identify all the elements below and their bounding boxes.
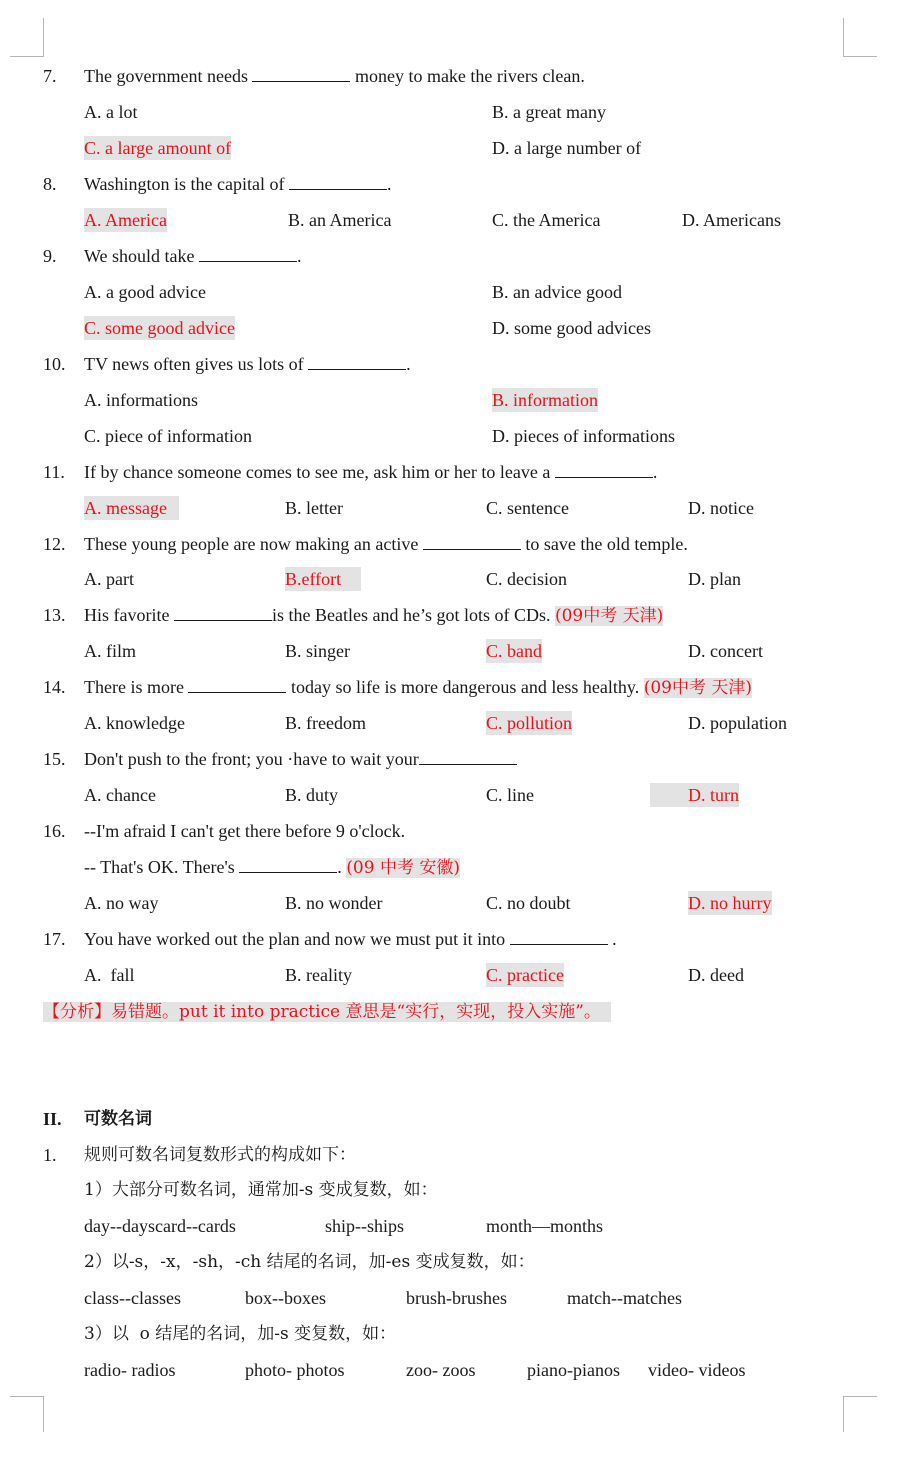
crop-mark-top-right-v xyxy=(843,18,844,56)
option-c: C. line xyxy=(486,785,534,805)
section-2-item-1 xyxy=(0,1143,898,1167)
option-d: D. population xyxy=(688,713,787,733)
option-b: B. freedom xyxy=(285,713,366,733)
question-14 xyxy=(0,675,898,699)
option-b: B. no wonder xyxy=(285,893,383,913)
answer-blank xyxy=(423,532,521,550)
option-b: B. reality xyxy=(285,965,352,985)
question-number: 8. xyxy=(43,174,57,194)
example: month—months xyxy=(486,1216,604,1236)
source-note: (09中考 天津) xyxy=(554,606,664,626)
answer-blank xyxy=(252,64,350,82)
item-text: 规则可数名词复数形式的构成如下： xyxy=(84,1145,356,1165)
source-note: (09中考 天津) xyxy=(643,678,753,698)
answer-blank xyxy=(289,172,387,190)
options-row xyxy=(0,316,898,340)
section-title: 可数名词 xyxy=(84,1109,152,1129)
section-2-heading xyxy=(0,1107,898,1131)
question-number: 7. xyxy=(43,66,57,86)
question-stem: --I'm afraid I can't get there before 9 o'clock. xyxy=(84,821,406,841)
example: photo- photos xyxy=(245,1360,345,1380)
answer-blank xyxy=(555,460,653,478)
options-row xyxy=(0,783,898,807)
options-row xyxy=(0,208,898,232)
answer-blank xyxy=(308,352,406,370)
option-d: D. plan xyxy=(688,569,741,589)
option-c: C. decision xyxy=(486,569,567,589)
option-b-correct: B.effort xyxy=(285,567,361,591)
option-c-correct: C. practice xyxy=(486,965,564,985)
option-b: B. an America xyxy=(288,210,392,230)
options-row xyxy=(0,496,898,520)
crop-mark-bottom-left-v xyxy=(43,1396,44,1432)
question-stem-2: -- That's OK. There's . (09 中考 安徽) xyxy=(84,857,461,878)
rule-text: 1）大部分可数名词，通常加-s 变成复数，如： xyxy=(84,1180,438,1200)
example: class--classes xyxy=(84,1288,181,1308)
crop-mark-top-left-v xyxy=(43,18,44,56)
question-number: 12. xyxy=(43,534,66,554)
example: zoo- zoos xyxy=(406,1360,476,1380)
rule-2 xyxy=(0,1250,898,1274)
question-stem: TV news often gives us lots of . xyxy=(84,354,411,374)
answer-blank xyxy=(239,855,337,873)
option-d: D. Americans xyxy=(682,210,781,230)
example: radio- radios xyxy=(84,1360,176,1380)
answer-blank xyxy=(188,675,286,693)
option-d: D. concert xyxy=(688,641,763,661)
example: ship--ships xyxy=(325,1216,405,1236)
question-number: 13. xyxy=(43,605,66,625)
source-note: (09 中考 安徽) xyxy=(346,858,461,878)
options-row xyxy=(0,100,898,124)
option-d: D. notice xyxy=(688,498,754,518)
question-stem: We should take . xyxy=(84,246,302,266)
question-10 xyxy=(0,352,898,376)
question-12 xyxy=(0,532,898,556)
option-d: D. some good advices xyxy=(492,318,651,338)
question-15 xyxy=(0,747,898,771)
crop-mark-bottom-right-v xyxy=(843,1396,844,1432)
question-number: 9. xyxy=(43,246,57,266)
question-stem: You have worked out the plan and now we must put it into . xyxy=(84,929,617,949)
options-row xyxy=(0,280,898,304)
examples-row-2 xyxy=(0,1286,898,1310)
question-7 xyxy=(0,64,898,88)
question-stem: If by chance someone comes to see me, ask him or her to leave a . xyxy=(84,462,658,482)
example: box--boxes xyxy=(245,1288,326,1308)
question-stem: The government needs money to make the rivers clean. xyxy=(84,66,585,86)
options-row xyxy=(0,388,898,412)
question-number: 14. xyxy=(43,677,66,697)
option-a: A. film xyxy=(84,641,136,661)
example: match--matches xyxy=(567,1288,682,1308)
question-number: 10. xyxy=(43,354,66,374)
option-a: A. part xyxy=(84,569,134,589)
option-a-correct: A. message xyxy=(84,496,179,520)
example: video- videos xyxy=(648,1360,746,1380)
option-c-correct: C. band xyxy=(486,641,542,661)
option-c-correct: C. some good advice xyxy=(84,318,235,338)
option-b: B. letter xyxy=(285,498,343,518)
question-16-line2 xyxy=(0,855,898,879)
rule-text: 2）以-s，-x，-sh，-ch 结尾的名词，加-es 变成复数，如： xyxy=(84,1252,535,1272)
option-c: C. no doubt xyxy=(486,893,571,913)
option-a: A. chance xyxy=(84,785,156,805)
crop-mark-bottom-right-h xyxy=(843,1396,877,1397)
question-number: 16. xyxy=(43,821,66,841)
question-stem: There is more today so life is more dangerous and less healthy. (09中考 天津) xyxy=(84,677,753,698)
question-9 xyxy=(0,244,898,268)
option-b: B. an advice good xyxy=(492,282,622,302)
option-c-correct: C. a large amount of xyxy=(84,138,232,158)
question-13 xyxy=(0,603,898,627)
answer-blank xyxy=(419,747,517,765)
example: brush-brushes xyxy=(406,1288,507,1308)
option-d: D. pieces of informations xyxy=(492,426,675,446)
question-stem: His favorite is the Beatles and he’s got lots of CDs. (09中考 天津) xyxy=(84,605,664,626)
option-b: B. a great many xyxy=(492,102,606,122)
option-b: B. duty xyxy=(285,785,339,805)
examples-row-1 xyxy=(0,1214,898,1238)
analysis-line xyxy=(43,999,611,1023)
option-c-correct: C. pollution xyxy=(486,713,573,733)
option-d: D. a large number of xyxy=(492,138,642,158)
options-row xyxy=(0,891,898,915)
rule-3 xyxy=(0,1322,898,1346)
question-17 xyxy=(0,927,898,951)
answer-blank xyxy=(199,244,297,262)
answer-blank xyxy=(174,603,272,621)
option-a: A. no way xyxy=(84,893,159,913)
options-row xyxy=(0,424,898,448)
question-number: 15. xyxy=(43,749,66,769)
option-b-correct: B. information xyxy=(492,390,598,410)
question-stem: Don't push to the front; you ·have to wait your xyxy=(84,747,517,771)
question-11 xyxy=(0,460,898,484)
crop-mark-bottom-left-h xyxy=(10,1396,44,1397)
option-a: A. knowledge xyxy=(84,713,185,733)
example: day--dayscard--cards xyxy=(84,1216,236,1236)
option-a: A. informations xyxy=(84,390,198,410)
question-number: 17. xyxy=(43,929,66,949)
option-c: C. piece of information xyxy=(84,426,252,446)
option-c: C. the America xyxy=(492,210,601,230)
examples-row-3 xyxy=(0,1358,898,1382)
item-number: 1. xyxy=(43,1145,57,1165)
option-d-correct: D. no hurry xyxy=(688,893,772,913)
options-row xyxy=(0,711,898,735)
options-row xyxy=(0,639,898,663)
option-a: A. a good advice xyxy=(84,282,206,302)
options-row xyxy=(0,567,898,591)
rule-text: 3）以 o 结尾的名词，加-s 变复数，如： xyxy=(84,1324,397,1344)
question-stem: These young people are now making an active to save the old temple. xyxy=(84,534,688,554)
rule-1 xyxy=(0,1178,898,1202)
option-a: A. fall xyxy=(84,965,135,985)
options-row xyxy=(0,963,898,987)
crop-mark-top-right-h xyxy=(843,56,877,57)
option-d: D. deed xyxy=(688,965,744,985)
question-number: 11. xyxy=(43,462,65,482)
answer-blank xyxy=(510,927,608,945)
options-row xyxy=(0,136,898,160)
analysis-text: 【分析】易错题。put it into practice 意思是“实行，实现，投入实施”。 xyxy=(43,1002,611,1022)
section-roman: II. xyxy=(43,1109,62,1129)
question-stem: Washington is the capital of . xyxy=(84,174,392,194)
option-b: B. singer xyxy=(285,641,350,661)
crop-mark-top-left-h xyxy=(10,56,44,57)
option-c: C. sentence xyxy=(486,498,569,518)
option-d-correct: D. turn xyxy=(650,783,739,807)
option-a-correct: A. America xyxy=(84,210,167,230)
question-8 xyxy=(0,172,898,196)
example: piano-pianos xyxy=(527,1360,620,1380)
option-a: A. a lot xyxy=(84,102,138,122)
question-16 xyxy=(0,819,898,843)
